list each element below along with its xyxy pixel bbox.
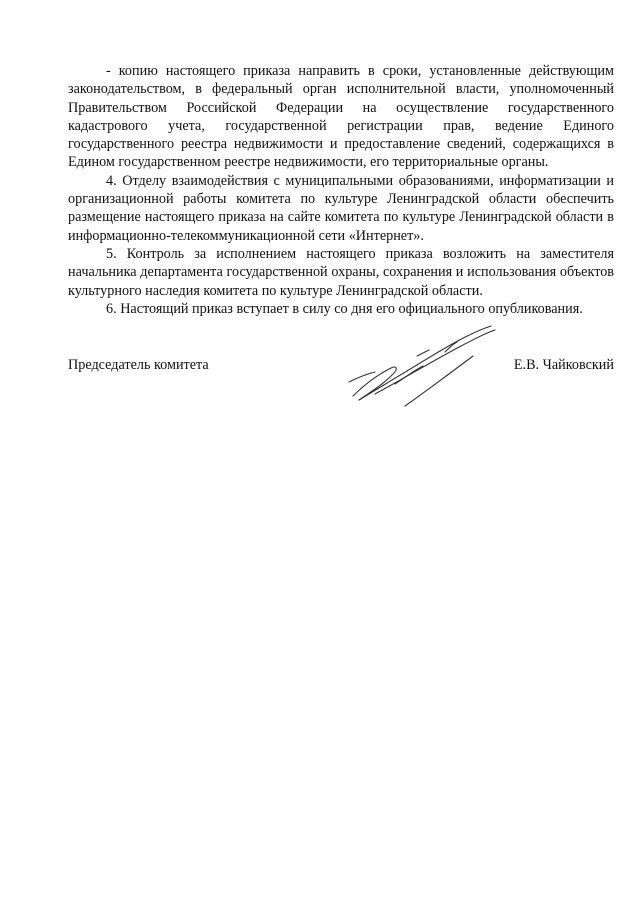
signature-block [68, 356, 614, 378]
paragraph-5: 5. Контроль за исполнением настоящего приказа возложить на заместителя начальника департамента государственной охраны, сохранения и использования объектов культурного наследия комитета по культуре Ленинградской области. [68, 245, 614, 299]
paragraph-copy-order: - копию настоящего приказа направить в сроки, установленные действующим законодательством, в федеральный орган исполнительной власти, уполномоченный Правительством Российской Федерации на осуществление государственного кадастрового учета, государственной регистрации прав, ведение Единого государственного реестра недвижимости и предоставление сведений, содержащихся в Едином государственном реестре недвижимости, его территориальные органы. [68, 63, 614, 171]
signer-title: Председатель комитета [68, 357, 209, 373]
paragraph-6: 6. Настоящий приказ вступает в силу со дня его официального опубликования. [106, 300, 583, 317]
signer-name: Е.В. Чайковский [513, 357, 614, 373]
paragraph-4: 4. Отделу взаимодействия с муниципальными образованиями, информатизации и организационной работы комитета по культуре Ленинградской области обеспечить размещение настоящего приказа на сайте комитета по культуре Ленинградской области в информационно-телекоммуникационной сети «Интернет». [68, 172, 614, 244]
document-body [68, 62, 614, 318]
handwritten-signature [345, 322, 505, 412]
